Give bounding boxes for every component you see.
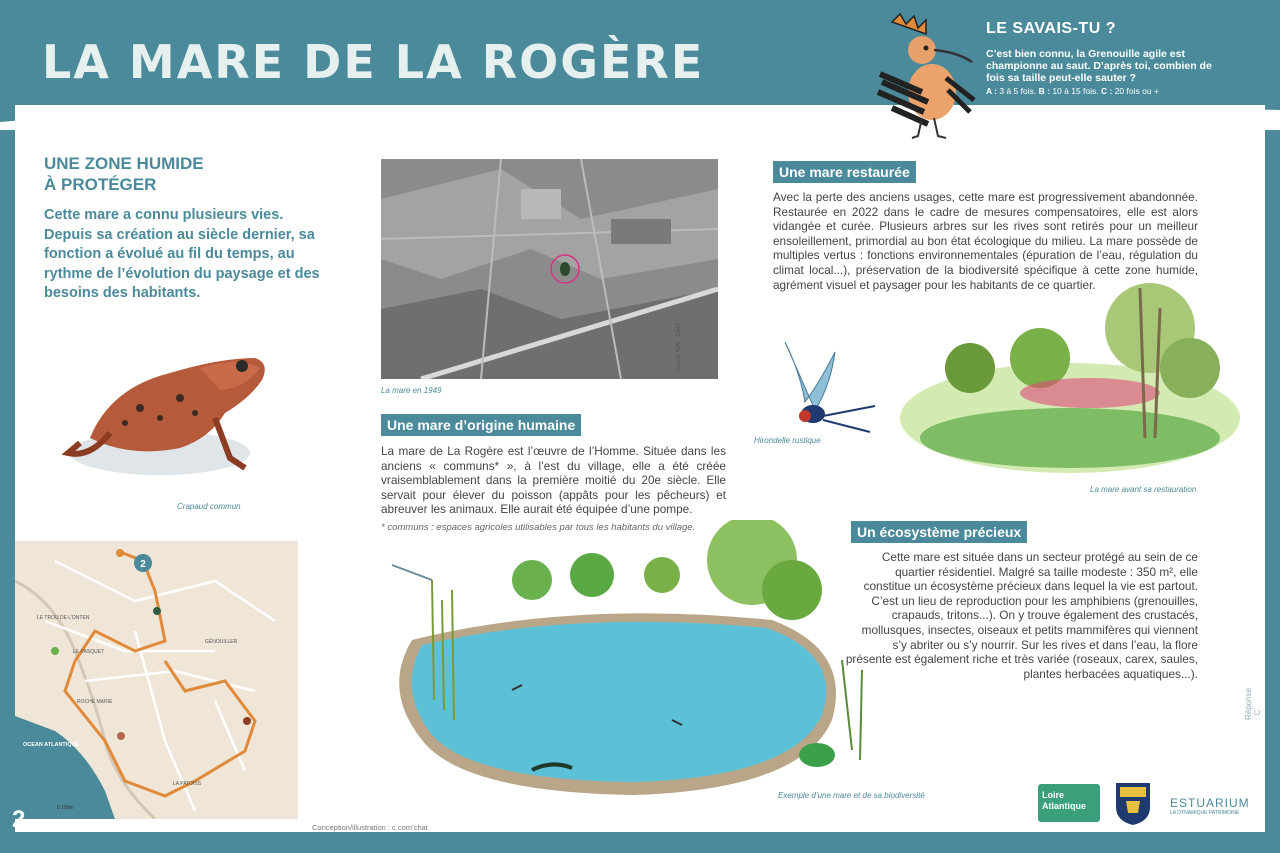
did-you-know-answers: A : 3 à 5 fois. B : 10 à 15 fois. C : 20 fois ou + xyxy=(986,86,1159,96)
estuarium-logo: ESTUARIUM LA DYNAMIQUE PATRIMOINE xyxy=(1170,796,1250,816)
page-title: LA MARE DE LA ROGÈRE xyxy=(42,35,705,89)
did-you-know-box xyxy=(986,20,1216,97)
origine-note: * communs : espaces agricoles utilisables par tous les habitants du village. xyxy=(381,522,696,533)
section-title-ecosysteme: Un écosystème précieux xyxy=(851,521,1027,543)
footer-number: 2 xyxy=(12,806,26,833)
pond-before-caption: La mare avant sa restauration xyxy=(1090,485,1197,494)
frog-illustration xyxy=(50,318,290,488)
map-label-roche: ROCHE MARIE xyxy=(77,699,113,705)
footer-credit: Conception/illustration : c.com’chat xyxy=(312,823,428,832)
frog-caption: Crapaud commun xyxy=(177,502,241,511)
map-label-genouill: GÉNOUILLER xyxy=(205,639,238,645)
section-title-restauree: Une mare restaurée xyxy=(773,161,916,183)
answer-text: Réponse : C xyxy=(1244,687,1262,720)
pond-biodiversity-illustration xyxy=(372,520,905,808)
did-you-know-title: LE SAVAIS-TU ? xyxy=(986,20,1116,37)
zone-lead-text: Cette mare a connu plusieurs vies. Depuis sa création au siècle dernier, sa fonction a évolué au fil du temps, au rythme de l’évolution du paysage et des besoins des habitants. xyxy=(44,207,320,301)
aerial-photo-1949 xyxy=(381,159,718,379)
origine-text: La mare de La Rogère est l’œuvre de l’Homme. Située dans les anciens « communs* », à l’est du village, elle a été créée vraisemblablement dans la première moitié du 20e siècle. Elle servait pour élever du poisson (appâts pour les pêcheurs) et abreuver les animaux. Elle aurait été équipée d’une pompe. xyxy=(381,444,726,517)
hoopoe-illustration xyxy=(862,12,980,142)
aerial-photo-caption: La mare en 1949 xyxy=(381,386,442,395)
map-marker-number: 2 xyxy=(140,559,146,570)
municipal-crest-logo xyxy=(1110,779,1156,827)
loire-atlantique-logo: Loire Atlantique xyxy=(1038,784,1100,822)
footer-text: Parcours nature de la Bernerie-en-Retz - 2026 xyxy=(44,823,250,834)
map-label-patoiss: LA PATOISS xyxy=(173,781,202,787)
route-map xyxy=(15,541,298,819)
map-label-pasquet: LE PASQUET xyxy=(73,649,105,655)
map-label-ocean: OCEAN ATLANTIQUE xyxy=(23,742,80,748)
map-label-trou: LE TROU DE L’ONTEN xyxy=(37,615,90,621)
aerial-photo-credit: ©carte IGN - 1949 xyxy=(676,323,682,372)
pond-before-illustration xyxy=(890,268,1245,478)
section-title-origine: Une mare d’origine humaine xyxy=(381,414,581,436)
restauree-text: Avec la perte des anciens usages, cette mare est progressivement abandonnée. Restaurée en 2022 dans le cadre de mesures compensatoires, elle est alors vidangée et curée. Plusieurs arbres sur les rives sont retirés pour un meilleur ensoleillement, primordial au bon état écologique du milieu. La mare possède de multiples vertus : fonctions environnementales (épuration de l’eau, régulation du climat local...), préservation de la biodiversité spécifique à cette zone humide, agrément visuel et paysager pour les habitants de ce quartier. xyxy=(773,190,1198,292)
swallow-caption: Hirondelle rustique xyxy=(754,436,821,445)
section-title-zone: UNE ZONE HUMIDE À PROTÉGER xyxy=(44,154,204,194)
did-you-know-question: C’est bien connu, la Grenouille agile est championne au saut. D’après toi, combien de fois sa taille peut-elle sauter ? xyxy=(986,48,1212,84)
ecosysteme-text: Cette mare est située dans un secteur protégé au sein de ce quartier résidentiel. Malgré sa taille modeste : 350 m², elle constitue un écosystème précieux dans lequel la vie est partout. C’est un lieu de reproduction pour les amphibiens (grenouilles, crapauds, tritons...). On y trouve également des crustacés, mollusques, insectes, oiseaux et petits mammifères qui viennent s’y abriter ou s’y nourrir. Sur les rives et dans l’eau, la flore présente est également riche et très variée (roseaux, carex, saules, plantes herbacées aquatiques...). xyxy=(845,550,1198,681)
pond-biodiversity-caption: Exemple d’une mare et de sa biodiversité xyxy=(778,791,925,800)
swallow-illustration xyxy=(775,332,880,444)
map-scale: 0 100m xyxy=(57,805,74,811)
